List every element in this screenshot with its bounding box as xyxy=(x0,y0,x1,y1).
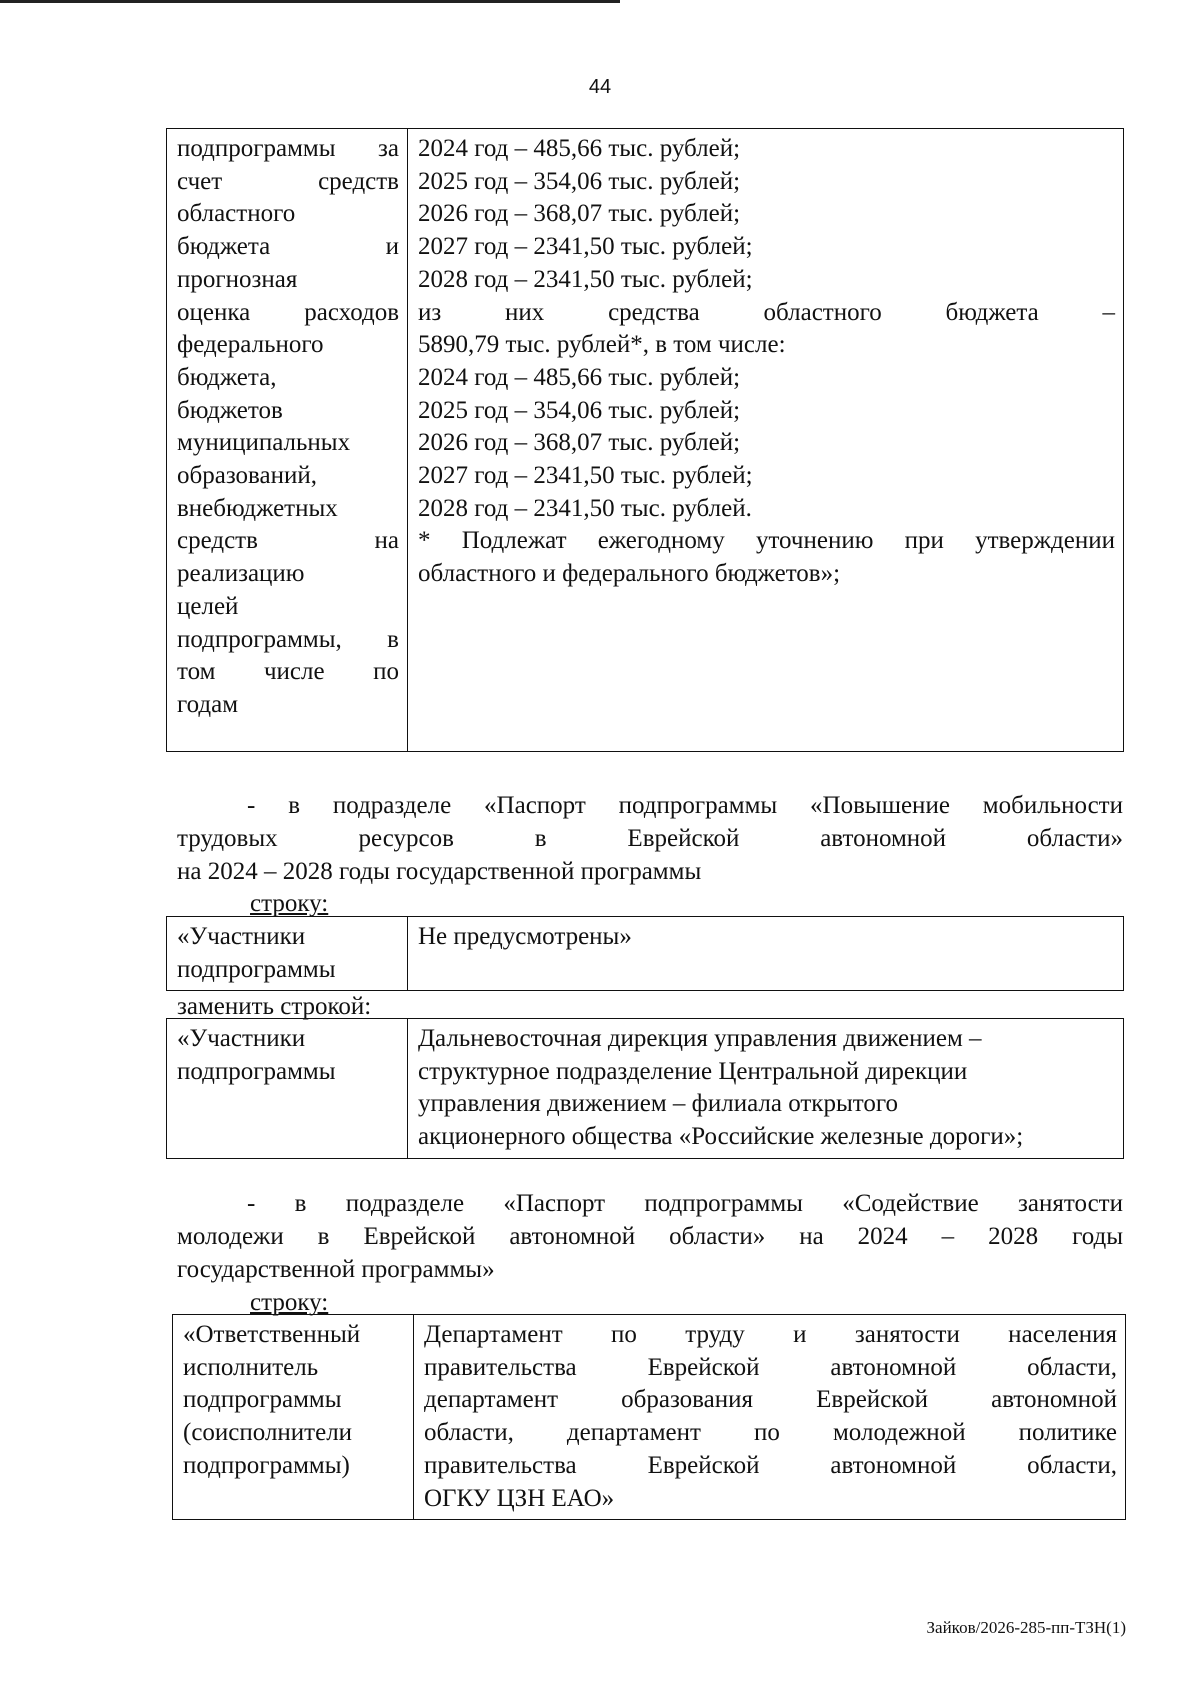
text-line: 2025 год – 354,06 тыс. рублей; xyxy=(418,396,741,424)
text-line: (соисполнители xyxy=(183,1419,353,1447)
text-line: областного и федерального бюджетов»; xyxy=(418,560,841,588)
text-line: правительства Еврейской автономной области, xyxy=(424,1451,1117,1479)
paragraph-line: - в подразделе «Паспорт подпрограммы «Содействие занятости xyxy=(247,1190,1123,1217)
text-line: * Подлежат ежегодному уточнению при утверждении xyxy=(418,527,1115,555)
participants-new-label-cell xyxy=(167,1019,408,1159)
text-line: том числе по xyxy=(177,658,399,686)
text-line: Дальневосточная дирекция управления движением – xyxy=(418,1025,982,1052)
funding-value-lines xyxy=(418,133,1115,591)
text-line: 2026 год – 368,07 тыс. рублей; xyxy=(418,200,741,228)
participants-old-label xyxy=(177,921,399,986)
executor-value xyxy=(424,1319,1117,1515)
text-line: бюджета и xyxy=(177,233,399,261)
label-row-youth: строку: xyxy=(250,1289,329,1316)
executor-label xyxy=(183,1319,405,1483)
text-line: 2024 год – 485,66 тыс. рублей; xyxy=(418,135,741,162)
funding-table xyxy=(166,128,1124,752)
paragraph-line: трудовых ресурсов в Еврейской автономной области» xyxy=(177,825,1123,852)
text-line: «Ответственный xyxy=(183,1321,361,1348)
text-line: образований, xyxy=(177,462,318,490)
text-line: счет средств xyxy=(177,167,399,195)
text-line: департамент образования Еврейской автономной xyxy=(424,1386,1117,1414)
text-line: 5890,79 тыс. рублей*, в том числе: xyxy=(418,331,786,359)
text-line: реализацию xyxy=(177,560,305,588)
text-line: 2024 год – 485,66 тыс. рублей; xyxy=(418,363,741,391)
text-line: бюджетов xyxy=(177,396,283,424)
text-line: управления движением – филиала открытого xyxy=(418,1090,898,1118)
text-line: исполнитель xyxy=(183,1353,319,1381)
executor-row xyxy=(173,1315,1126,1520)
participants-old-label-cell xyxy=(167,917,408,991)
paragraph-line: молодежи в Еврейской автономной области» на 2024 – 2028 годы xyxy=(177,1223,1123,1250)
paragraph-line: государственной программы» xyxy=(177,1256,495,1283)
participants-old-row xyxy=(167,917,1124,991)
text-line: из них средства областного бюджета – xyxy=(418,298,1115,326)
funding-row xyxy=(167,129,1124,752)
text-line: структурное подразделение Центральной дирекции xyxy=(418,1057,968,1085)
text-line: годам xyxy=(177,690,239,718)
participants-new-table xyxy=(166,1018,1124,1159)
text-line: федерального xyxy=(177,331,324,359)
text-line: подпрограммы xyxy=(177,1057,336,1085)
text-line: средств на xyxy=(177,527,399,555)
text-line: акционерного общества «Российские железные дороги»; xyxy=(418,1123,1024,1151)
text-line: подпрограммы, в xyxy=(177,625,399,653)
text-line: целей xyxy=(177,592,239,620)
executor-value-cell xyxy=(414,1315,1126,1520)
funding-label-lines xyxy=(177,133,399,722)
participants-new-label xyxy=(177,1023,399,1088)
text-line: 2027 год – 2341,50 тыс. рублей; xyxy=(418,233,753,261)
text-line: Департамент по труду и занятости населения xyxy=(424,1321,1117,1348)
executor-label-cell xyxy=(173,1315,414,1520)
text-line: подпрограммы xyxy=(183,1386,342,1414)
text-line: области, департамент по молодежной политике xyxy=(424,1419,1117,1447)
participants-old-table xyxy=(166,916,1124,991)
page-number: 44 xyxy=(588,76,612,98)
text-line: внебюджетных xyxy=(177,494,338,522)
text-line: 2028 год – 2341,50 тыс. рублей. xyxy=(418,494,752,522)
text-line: 2028 год – 2341,50 тыс. рублей; xyxy=(418,265,753,293)
text-line: «Участники xyxy=(177,1025,306,1052)
text-line: подпрограммы xyxy=(177,955,336,983)
text-line: «Участники xyxy=(177,923,306,950)
funding-label-cell xyxy=(167,129,408,752)
participants-new-value xyxy=(418,1023,1115,1154)
participants-old-value: Не предусмотрены» xyxy=(418,923,632,950)
participants-new-row xyxy=(167,1019,1124,1159)
paragraph-line: на 2024 – 2028 годы государственной программы xyxy=(177,858,702,885)
text-line: областного xyxy=(177,200,296,228)
text-line: 2027 год – 2341,50 тыс. рублей; xyxy=(418,462,753,490)
paragraph-youth xyxy=(177,1187,1123,1286)
text-line: бюджета, xyxy=(177,363,277,391)
scan-top-edge xyxy=(0,0,620,3)
text-line: ОГКУ ЦЗН ЕАО» xyxy=(424,1484,615,1512)
text-line: оценка расходов xyxy=(177,298,399,326)
text-line: прогнозная xyxy=(177,265,298,293)
text-line: 2026 год – 368,07 тыс. рублей; xyxy=(418,429,741,457)
text-line: муниципальных xyxy=(177,429,351,457)
participants-old-value-cell xyxy=(408,917,1124,991)
label-row-mobility: строку: xyxy=(250,890,329,917)
text-line: правительства Еврейской автономной области, xyxy=(424,1353,1117,1381)
text-line: подпрограммы за xyxy=(177,135,399,162)
text-line: подпрограммы) xyxy=(183,1451,350,1479)
executor-table xyxy=(172,1314,1126,1520)
participants-new-value-cell xyxy=(408,1019,1124,1159)
label-replace: заменить строкой: xyxy=(177,993,372,1020)
text-line: 2025 год – 354,06 тыс. рублей; xyxy=(418,167,741,195)
paragraph-mobility xyxy=(177,789,1123,888)
document-code: Зайков/2026-285-пп-ТЗН(1) xyxy=(926,1618,1126,1637)
paragraph-line: - в подразделе «Паспорт подпрограммы «Повышение мобильности xyxy=(247,792,1123,819)
funding-value-cell xyxy=(408,129,1124,752)
